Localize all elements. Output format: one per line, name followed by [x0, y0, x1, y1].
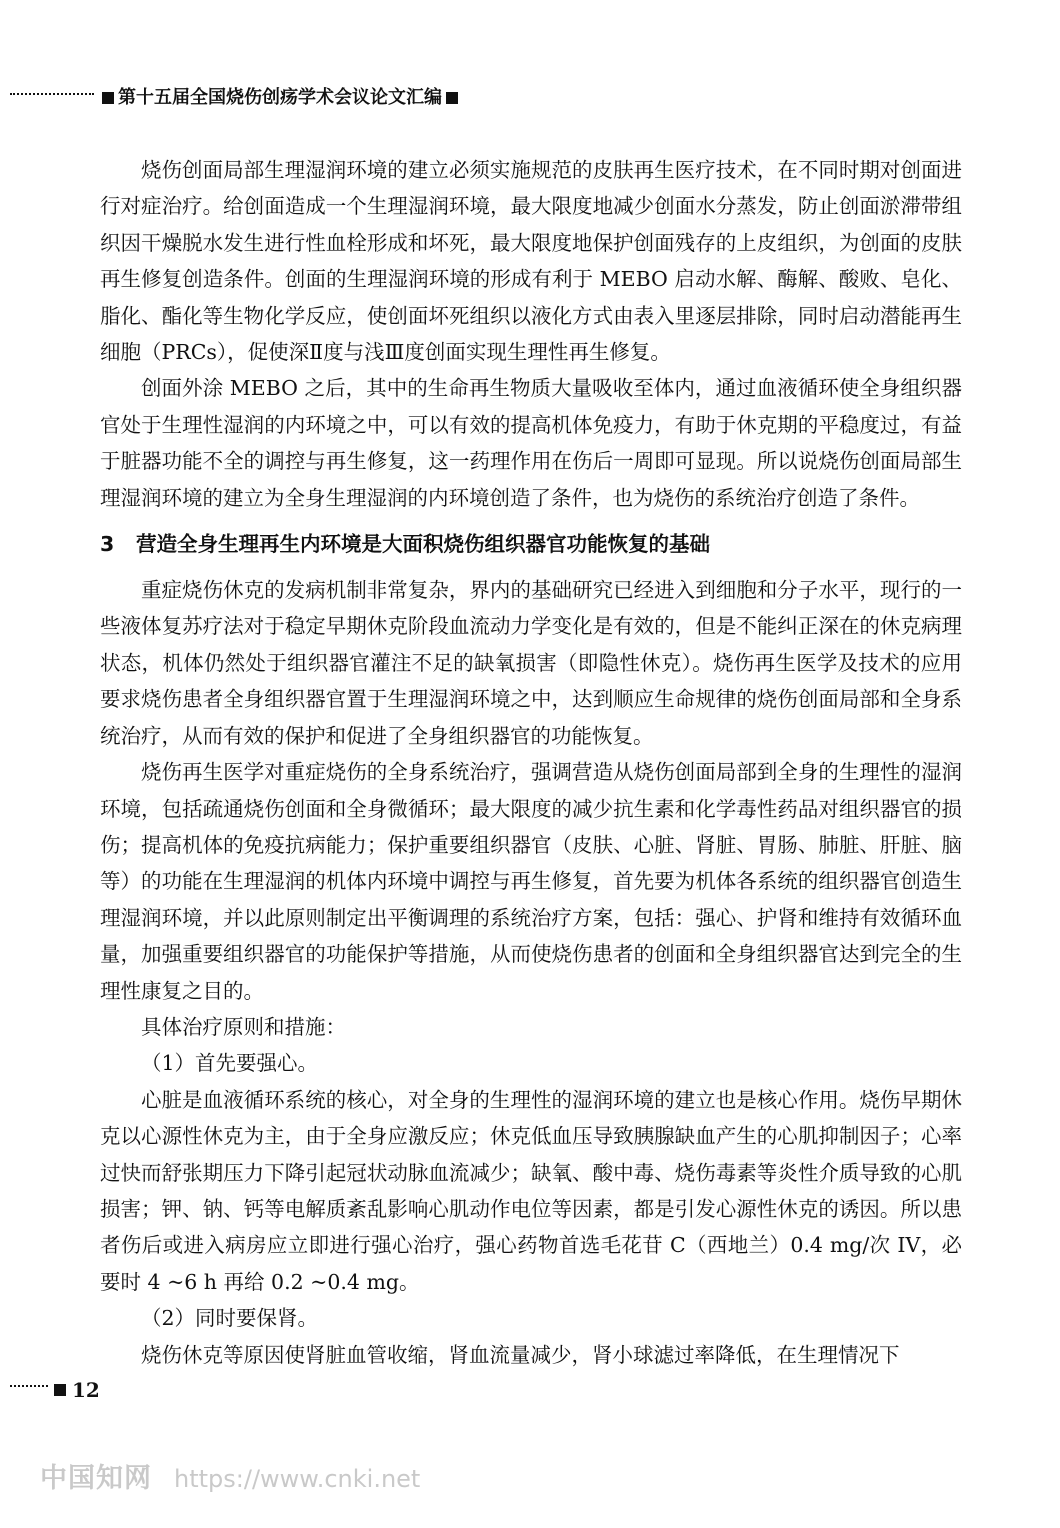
footer-dotted-rule — [10, 1381, 48, 1387]
page-footer — [10, 1378, 100, 1402]
paragraph: 烧伤创面局部生理湿润环境的建立必须实施规范的皮肤再生医疗技术，在不同时期对创面进行对症治疗。给创面造成一个生理湿润环境，最大限度地减少创面水分蒸发，防止创面淤滞带组织因干燥脱水发生进行性血栓形成和坏死，最大限度地保护创面残存的上皮组织，为创面的皮肤再生修复创造条件。创面的生理湿润环境的形成有利于 MEBO 启动水解、酶解、酸败、皂化、脂化、酯化等生物化学反应，使创面坏死组织以液化方式由表入里逐层排除，同时启动潜能再生细胞（PRCs），促使深Ⅱ度与浅Ⅲ度创面实现生理性再生修复。 — [100, 158, 962, 365]
section-title: 营造全身生理再生内环境是大面积烧伤组织器官功能恢复的基础 — [136, 532, 710, 557]
list-item-heading: （1）首先要强心。 — [141, 1051, 319, 1076]
list-item-heading: （2）同时要保肾。 — [141, 1306, 319, 1331]
section-number: 3 — [100, 532, 115, 557]
paragraph: 烧伤休克等原因使肾脏血管收缩，肾血流量减少，肾小球滤过率降低，在生理情况下 — [141, 1342, 900, 1367]
header-dotted-rule — [10, 89, 94, 95]
article-body — [100, 152, 962, 1373]
paragraph: 烧伤再生医学对重症烧伤的全身系统治疗，强调营造从烧伤创面局部到全身的生理性的湿润环境，包括疏通烧伤创面和全身微循环；最大限度的减少抗生素和化学毒性药品对组织器官的损伤；提高机体的免疫抗病能力；保护重要组织器官（皮肤、心脏、肾脏、胃肠、肺脏、肝脏、脑等）的功能在生理湿润的机体内环境中调控与再生修复，首先要为机体各系统的组织器官创造生理湿润环境，并以此原则制定出平衡调理的系统治疗方案，包括：强心、护肾和维持有效循环血量，加强重要组织器官的功能保护等措施，从而使烧伤患者的创面和全身组织器官达到完全的生理性康复之目的。 — [100, 760, 962, 1003]
header-square-bullet — [102, 92, 114, 104]
header-square-bullet-end — [446, 92, 458, 104]
running-header — [10, 84, 1050, 112]
paragraph: 创面外涂 MEBO 之后，其中的生命再生物质大量吸收至体内，通过血液循环使全身组织器官处于生理性湿润的内环境之中，可以有效的提高机体免疫力，有助于休克期的平稳度过，有益于脏器功能不全的调控与再生修复，这一药理作用在伤后一周即可显现。所以说烧伤创面局部生理湿润环境的建立为全身生理湿润的内环境创造了条件，也为烧伤的系统治疗创造了条件。 — [100, 376, 962, 510]
paragraph: 重症烧伤休克的发病机制非常复杂，界内的基础研究已经进入到细胞和分子水平，现行的一些液体复苏疗法对于稳定早期休克阶段血流动力学变化是有效的，但是不能纠正深在的休克病理状态，机体仍然处于组织器官灌注不足的缺氧损害（即隐性休克）。烧伤再生医学及技术的应用要求烧伤患者全身组织器官置于生理湿润环境之中，达到顺应生命规律的烧伤创面局部和全身系统治疗，从而有效的保护和促进了全身组织器官的功能恢复。 — [100, 578, 962, 748]
paragraph-label: 具体治疗原则和措施： — [141, 1014, 346, 1039]
paragraph: 心脏是血液循环系统的核心，对全身的生理性的湿润环境的建立也是核心作用。烧伤早期休克以心源性休克为主，由于全身应激反应；休克低血压导致胰腺缺血产生的心肌抑制因子；心率过快而舒张期压力下降引起冠状动脉血流减少；缺氧、酸中毒、烧伤毒素等炎性介质导致的心肌损害；钾、钠、钙等电解质紊乱影响心肌动作电位等因素，都是引发心源性休克的诱因。所以患者伤后或进入病房应立即进行强心治疗，强心药物首选毛花苷 C（西地兰）0.4 mg/次 IV，必要时 4 ~6 h 再给 0.2 ~0.4 mg。 — [100, 1087, 962, 1294]
watermark-logo: 中国知网 — [40, 1463, 152, 1494]
journal-title: 第十五届全国烧伤创疡学术会议论文汇编 — [118, 87, 442, 108]
watermark-url: https://www.cnki.net — [174, 1465, 421, 1493]
watermark — [40, 1456, 420, 1495]
footer-square-bullet — [54, 1384, 66, 1396]
page-number: 12 — [72, 1378, 100, 1402]
section-heading — [100, 526, 962, 562]
